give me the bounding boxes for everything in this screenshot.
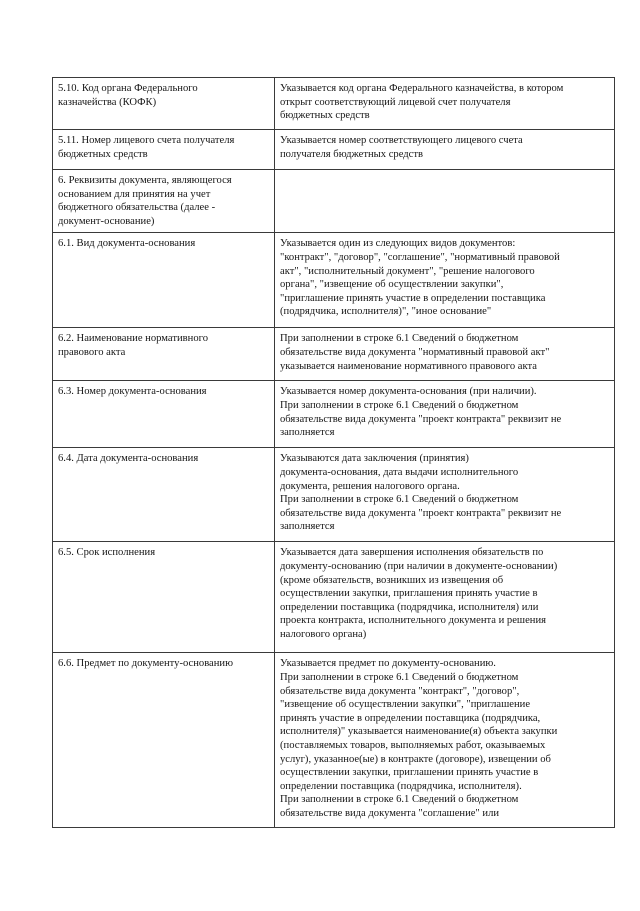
description-line: указывается наименование нормативного правового акта bbox=[280, 360, 537, 372]
table-row bbox=[53, 78, 615, 130]
description-line: Указывается дата завершения исполнения обязательств по bbox=[280, 547, 544, 559]
field-name-line: 5.11. Номер лицевого счета получателя bbox=[58, 135, 235, 146]
description-cell bbox=[275, 381, 615, 448]
description-line: определении поставщика (подрядчика, исполнителя). bbox=[280, 780, 522, 792]
field-name-line: 6.6. Предмет по документу-основанию bbox=[58, 658, 234, 670]
field-name-line: 6.3. Номер документа-основания bbox=[58, 386, 207, 398]
description-line: Указывается один из следующих видов документов: bbox=[280, 238, 516, 250]
field-name-line: 6.5. Срок исполнения bbox=[58, 547, 156, 559]
description-line: заполняется bbox=[280, 521, 335, 533]
description-line: "контракт", "договор", "соглашение", "нормативный правовой bbox=[280, 251, 560, 263]
description-line: Указывается номер соответствующего лицевого счета bbox=[280, 135, 523, 146]
description-line: (поставляемых товаров, выполняемых работ, оказываемых bbox=[280, 739, 546, 751]
description-line: документа, решения налогового органа. bbox=[280, 480, 460, 492]
requisites-table bbox=[52, 77, 615, 828]
description-line: осуществлении закупки, приглашения принять участие в bbox=[280, 588, 538, 600]
field-name-line: 6.1. Вид документа-основания bbox=[58, 238, 196, 250]
description-line: исполнителя)" указывается наименование(я) объекта закупки bbox=[280, 726, 558, 738]
description-line: При заполнении в строке 6.1 Сведений о бюджетном bbox=[280, 794, 519, 806]
description-line: определении поставщика (подрядчика, исполнителя) или bbox=[280, 601, 539, 613]
table-row bbox=[53, 381, 615, 448]
description-line: При заполнении в строке 6.1 Сведений о бюджетном bbox=[280, 333, 519, 345]
description-line: "приглашение принять участие в определении поставщика bbox=[280, 292, 546, 304]
description-line: обязательстве вида документа "проект контракта" реквизит не bbox=[280, 413, 562, 425]
description-line: органа", "извещение об осуществлении закупки", bbox=[280, 279, 504, 291]
table-row bbox=[53, 233, 615, 328]
field-name-line: казначейства (КОФК) bbox=[58, 96, 157, 108]
field-name-line: правового акта bbox=[58, 346, 126, 358]
description-line: При заполнении в строке 6.1 Сведений о бюджетном bbox=[280, 494, 519, 506]
field-name-cell bbox=[53, 653, 275, 828]
description-line: открыт соответствующий лицевой счет получателя bbox=[280, 96, 511, 108]
field-name-line: документ-основание) bbox=[58, 215, 155, 227]
table-row bbox=[53, 653, 615, 828]
table-row bbox=[53, 130, 615, 170]
table-row bbox=[53, 328, 615, 381]
description-line: "извещение об осуществлении закупки", "приглашение bbox=[280, 699, 531, 711]
description-line: принять участие в определении поставщика (подрядчика, bbox=[280, 712, 541, 724]
field-name-line: 5.10. Код органа Федерального bbox=[58, 83, 198, 94]
description-line: документа-основания, дата выдачи исполнительного bbox=[280, 466, 519, 478]
description-line: акт", "исполнительный документ", "решение налогового bbox=[280, 265, 535, 277]
description-line: Указывается предмет по документу-основанию. bbox=[280, 658, 496, 670]
field-name-line: бюджетных средств bbox=[58, 148, 148, 160]
description-line: Указывается код органа Федерального казначейства, в котором bbox=[280, 83, 564, 94]
description-cell bbox=[275, 130, 615, 170]
description-line: обязательстве вида документа "контракт", "договор", bbox=[280, 685, 520, 697]
description-line: проекта контракта, исполнительного документа и решения bbox=[280, 615, 546, 627]
description-cell bbox=[275, 448, 615, 542]
description-cell bbox=[275, 653, 615, 828]
description-line: обязательстве вида документа "нормативный правовой акт" bbox=[280, 346, 550, 358]
field-name-cell bbox=[53, 328, 275, 381]
description-line: обязательстве вида документа "соглашение" или bbox=[280, 807, 500, 819]
description-line: (подрядчика, исполнителя)", "иное основание" bbox=[280, 306, 492, 318]
table-row bbox=[53, 170, 615, 233]
description-cell bbox=[275, 328, 615, 381]
description-line: При заполнении в строке 6.1 Сведений о бюджетном bbox=[280, 399, 519, 411]
description-line: документу-основанию (при наличии в документе-основании) bbox=[280, 560, 558, 572]
description-line: осуществлении закупки, приглашении принять участие в bbox=[280, 767, 539, 779]
description-line: обязательстве вида документа "проект контракта" реквизит не bbox=[280, 507, 562, 519]
description-line: Указывается номер документа-основания (при наличии). bbox=[280, 386, 537, 398]
table-row bbox=[53, 542, 615, 653]
description-cell bbox=[275, 78, 615, 130]
description-cell bbox=[275, 542, 615, 653]
field-name-cell bbox=[53, 78, 275, 130]
field-name-line: 6. Реквизиты документа, являющегося bbox=[58, 175, 232, 186]
description-line: При заполнении в строке 6.1 Сведений о бюджетном bbox=[280, 671, 519, 683]
field-name-cell bbox=[53, 448, 275, 542]
description-line: заполняется bbox=[280, 427, 335, 439]
field-name-line: бюджетного обязательства (далее - bbox=[58, 202, 216, 214]
description-line: (кроме обязательств, возникших из извещения об bbox=[280, 574, 504, 586]
table-row bbox=[53, 448, 615, 542]
field-name-line: 6.2. Наименование нормативного bbox=[58, 333, 208, 345]
description-line: Указываются дата заключения (принятия) bbox=[280, 453, 469, 465]
description-line: бюджетных средств bbox=[280, 110, 370, 122]
description-cell-empty bbox=[275, 170, 615, 233]
description-line: налогового органа) bbox=[280, 628, 367, 640]
field-name-cell bbox=[53, 170, 275, 233]
field-name-cell bbox=[53, 233, 275, 328]
description-cell bbox=[275, 233, 615, 328]
field-name-line: 6.4. Дата документа-основания bbox=[58, 453, 199, 465]
field-name-cell bbox=[53, 381, 275, 448]
description-line: услуг), указанное(ые) в контракте (договоре), извещении об bbox=[280, 753, 551, 765]
field-name-cell bbox=[53, 542, 275, 653]
field-name-cell bbox=[53, 130, 275, 170]
field-name-line: основанием для принятия на учет bbox=[58, 188, 211, 200]
description-line: получателя бюджетных средств bbox=[280, 148, 423, 160]
